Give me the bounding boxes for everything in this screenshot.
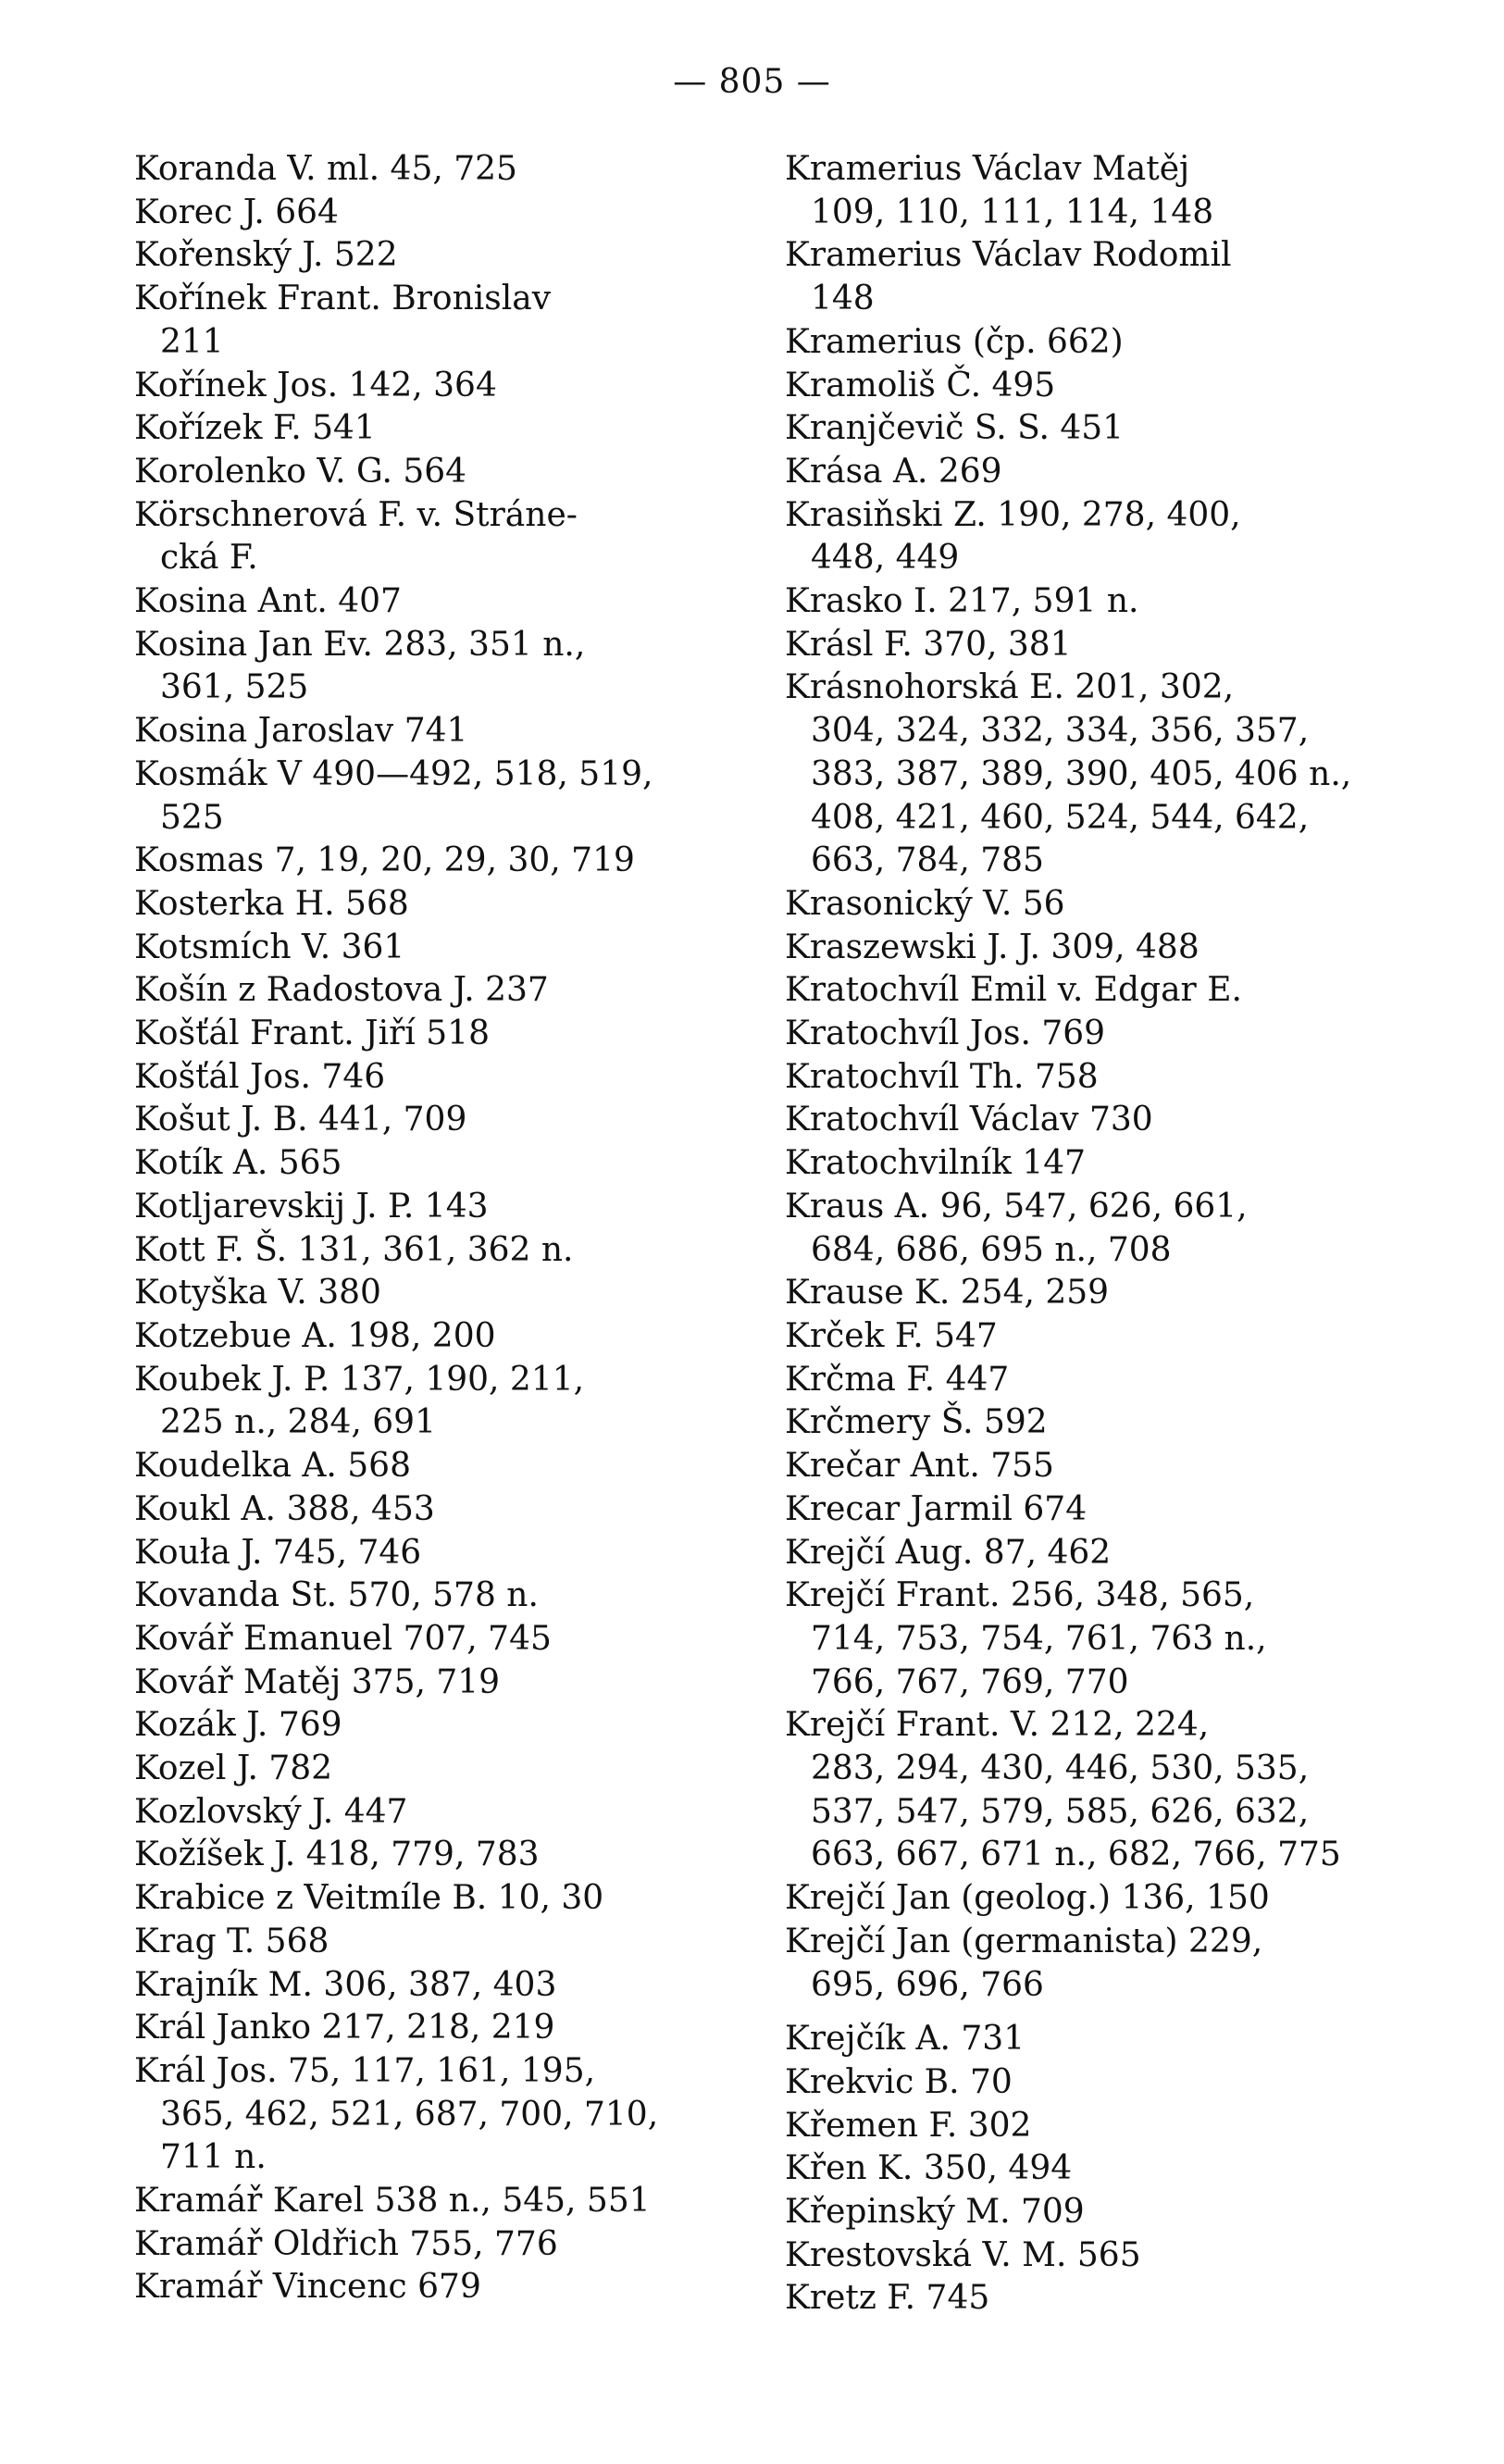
index-entry [134, 1532, 782, 1575]
index-entry [134, 1056, 782, 1100]
entry-line: Král Jos. 75, 117, 161, 195, [134, 2051, 596, 2090]
index-entry [785, 321, 1433, 365]
index-entry [134, 2180, 782, 2223]
index-entry [134, 451, 782, 494]
entry-line: Krejčík A. 731 [785, 2020, 1025, 2059]
entry-line: Kratochvíl Václav 730 [785, 1101, 1153, 1139]
entry-line: Kosmas 7, 19, 20, 29, 30, 719 [134, 841, 635, 880]
index-entry [134, 1748, 782, 1791]
index-entry [134, 1877, 782, 1921]
entry-line: Krása A. 269 [785, 452, 1002, 491]
entry-continuation-line: 448, 449 [811, 539, 960, 578]
entry-continuation-line: 383, 387, 389, 390, 405, 406 n., [811, 754, 1352, 793]
index-entry [134, 1834, 782, 1877]
entry-line: Krček F. 547 [785, 1316, 998, 1355]
index-entry [134, 1445, 782, 1488]
index-entry [134, 1964, 782, 2008]
index-entry [134, 2223, 782, 2267]
index-entry [134, 1186, 782, 1229]
index-entry [134, 2007, 782, 2050]
entry-continuation-line: 663, 784, 785 [811, 841, 1044, 880]
index-entry [785, 2018, 1433, 2061]
index-entry [785, 927, 1433, 970]
index-entry [785, 2277, 1433, 2321]
index-entry [785, 2147, 1433, 2191]
entry-line: Krejčí Frant. 256, 348, 565, [785, 1576, 1255, 1615]
entry-line: Kramerius Václav Matěj [785, 150, 1190, 188]
index-entry [134, 710, 782, 753]
entry-line: Krečar Ant. 755 [785, 1447, 1054, 1486]
index-entry [134, 494, 782, 580]
index-entry [785, 2105, 1433, 2148]
entry-line: Kratochvilník 147 [785, 1144, 1087, 1183]
entry-continuation-line: 525 [160, 798, 224, 837]
index-entry [134, 624, 782, 710]
index-entry [785, 883, 1433, 927]
entry-line: Kouła J. 745, 746 [134, 1533, 422, 1572]
entry-line: Košín z Radostova J. 237 [134, 971, 549, 1010]
entry-continuation-line: 711 n. [160, 2138, 267, 2177]
entry-continuation-line: 109, 110, 111, 114, 148 [811, 193, 1214, 231]
index-entry [785, 1056, 1433, 1100]
entry-continuation-line: 684, 686, 695 n., 708 [811, 1230, 1172, 1269]
entry-line: Kozel J. 782 [134, 1749, 333, 1788]
entry-line: Kovář Emanuel 707, 745 [134, 1619, 552, 1658]
index-entry [785, 1315, 1433, 1359]
index-entry [785, 148, 1433, 234]
entry-line: Kratochvíl Th. 758 [785, 1057, 1099, 1096]
page-number: — 805 — [673, 63, 831, 101]
entry-line: Košťál Jos. 746 [134, 1057, 386, 1096]
entry-continuation-line: 695, 696, 766 [811, 1965, 1044, 2004]
entry-line: Kosina Ant. 407 [134, 582, 402, 621]
entry-line: Koudelka A. 568 [134, 1447, 411, 1486]
entry-line: Křen K. 350, 494 [785, 2149, 1073, 2188]
index-entry [134, 1359, 782, 1445]
index-entry [785, 451, 1433, 494]
index-entry [134, 1315, 782, 1359]
index-entry [134, 1661, 782, 1705]
index-entry [785, 1488, 1433, 1532]
entry-line: Kořenský J. 522 [134, 236, 398, 275]
index-entry [134, 1142, 782, 1186]
entry-continuation-line: cká F. [160, 539, 258, 578]
entry-line: Kovanda St. 570, 578 n. [134, 1576, 539, 1615]
index-entry [785, 1574, 1433, 1704]
entry-continuation-line: 766, 767, 769, 770 [811, 1662, 1129, 1701]
entry-continuation-line: 211 [160, 322, 224, 361]
entry-line: Kořízek F. 541 [134, 409, 376, 448]
entry-line: Kožíšek J. 418, 779, 783 [134, 1836, 540, 1874]
entry-line: Krejčí Jan (geolog.) 136, 150 [785, 1879, 1270, 1918]
entry-line: Kotyška V. 380 [134, 1274, 381, 1313]
entry-line: Kramář Vincenc 679 [134, 2268, 481, 2307]
entry-line: Körschnerová F. v. Stráne- [134, 495, 578, 534]
entry-line: Kotík A. 565 [134, 1144, 342, 1183]
index-entry [785, 234, 1433, 320]
index-entry [785, 1272, 1433, 1315]
entry-line: Kosina Jan Ev. 283, 351 n., [134, 625, 586, 664]
entry-line: Koukl A. 388, 453 [134, 1489, 435, 1528]
index-entry [134, 192, 782, 235]
index-entry [785, 2061, 1433, 2105]
entry-line: Kretz F. 745 [785, 2279, 990, 2318]
entry-line: Krause K. 254, 259 [785, 1274, 1110, 1313]
entry-line: Krásl F. 370, 381 [785, 625, 1072, 664]
entry-line: Kramerius (čp. 662) [785, 322, 1124, 361]
index-entry [134, 278, 782, 364]
entry-line: Kraszewski J. J. 309, 488 [785, 927, 1199, 966]
index-entry [785, 580, 1433, 624]
entry-line: Krag T. 568 [134, 1922, 329, 1960]
index-entry [134, 407, 782, 451]
index-entry [785, 624, 1433, 667]
entry-continuation-line: 283, 294, 430, 446, 530, 535, [811, 1749, 1310, 1788]
entry-continuation-line: 361, 525 [160, 668, 309, 707]
entry-line: Kořínek Jos. 142, 364 [134, 366, 497, 404]
index-entry [134, 1921, 782, 1964]
entry-line: Korec J. 664 [134, 193, 339, 231]
entry-line: Krčma F. 447 [785, 1360, 1010, 1399]
index-entry [134, 1099, 782, 1142]
entry-line: Křepinský M. 709 [785, 2193, 1085, 2232]
entry-line: Košťál Frant. Jiří 518 [134, 1014, 490, 1053]
entry-line: Krestovská V. M. 565 [785, 2235, 1141, 2274]
index-entry [785, 1142, 1433, 1186]
index-entry [785, 1099, 1433, 1142]
index-column-right [785, 148, 1433, 2321]
entry-line: Kratochvíl Jos. 769 [785, 1014, 1106, 1053]
index-entry [785, 1359, 1433, 1402]
index-entry [134, 1704, 782, 1748]
entry-line: Kramoliš Č. 495 [785, 366, 1056, 404]
entry-continuation-line: 537, 547, 579, 585, 626, 632, [811, 1792, 1310, 1831]
entry-line: Křemen F. 302 [785, 2106, 1032, 2145]
entry-line: Krejčí Frant. V. 212, 224, [785, 1706, 1210, 1745]
index-entry [785, 1401, 1433, 1445]
entry-continuation-line: 148 [811, 280, 875, 318]
index-entry [785, 365, 1433, 408]
entry-continuation-line: 304, 324, 332, 334, 356, 357, [811, 712, 1310, 751]
index-entry [785, 2234, 1433, 2278]
entry-line: Krasonický V. 56 [785, 884, 1065, 923]
entry-line: Korolenko V. G. 564 [134, 452, 467, 491]
index-entry [134, 365, 782, 408]
index-entry [134, 2050, 782, 2180]
index-entry [134, 234, 782, 278]
index-entry [785, 1704, 1433, 1877]
entry-line: Kovář Matěj 375, 719 [134, 1662, 501, 1701]
entry-line: Kramář Karel 538 n., 545, 551 [134, 2182, 651, 2221]
entry-line: Kratochvíl Emil v. Edgar E. [785, 971, 1242, 1010]
index-entry [785, 2191, 1433, 2234]
entry-continuation-line: 714, 753, 754, 761, 763 n., [811, 1619, 1267, 1658]
entry-line: Kozák J. 769 [134, 1706, 342, 1745]
entry-line: Kramář Oldřich 755, 776 [134, 2224, 558, 2263]
entry-line: Koranda V. ml. 45, 725 [134, 150, 517, 188]
entry-line: Krajník M. 306, 387, 403 [134, 1965, 557, 2004]
index-entry [134, 2266, 782, 2309]
entry-line: Kosmák V 490—492, 518, 519, [134, 754, 653, 793]
entry-line: Krejčí Jan (germanista) 229, [785, 1922, 1263, 1960]
index-entry [134, 580, 782, 624]
index-entry [785, 969, 1433, 1013]
index-entry [134, 148, 782, 192]
index-entry [134, 753, 782, 840]
index-entry [785, 1877, 1433, 1921]
index-entry [134, 883, 782, 927]
entry-continuation-line: 663, 667, 671 n., 682, 766, 775 [811, 1836, 1341, 1874]
index-entry [785, 1445, 1433, 1488]
index-entry [785, 666, 1433, 883]
index-entry [134, 1488, 782, 1532]
index-entry [134, 1791, 782, 1835]
entry-line: Krasiňski Z. 190, 278, 400, [785, 495, 1241, 534]
entry-continuation-line: 225 n., 284, 691 [160, 1403, 436, 1442]
entry-line: Kosina Jaroslav 741 [134, 712, 468, 751]
index-entry [785, 407, 1433, 451]
index-entry [134, 1272, 782, 1315]
entry-line: Krabice z Veitmíle B. 10, 30 [134, 1879, 604, 1918]
index-entry [785, 1532, 1433, 1575]
entry-continuation-line: 408, 421, 460, 524, 544, 642, [811, 798, 1310, 837]
index-entry [134, 969, 782, 1013]
entry-line: Kořínek Frant. Bronislav [134, 280, 552, 318]
entry-line: Košut J. B. 441, 709 [134, 1101, 467, 1139]
entry-line: Kotljarevskij J. P. 143 [134, 1187, 489, 1226]
index-column-left [134, 148, 782, 2309]
entry-line: Koubek J. P. 137, 190, 211, [134, 1360, 585, 1399]
index-entry [785, 1186, 1433, 1272]
entry-line: Krecar Jarmil 674 [785, 1489, 1088, 1528]
entry-line: Krekvic B. 70 [785, 2062, 1013, 2101]
index-entry [134, 1229, 782, 1273]
entry-continuation-line: 365, 462, 521, 687, 700, 710, [160, 2095, 659, 2134]
entry-line: Kranjčevič S. S. 451 [785, 409, 1125, 448]
index-entry [134, 927, 782, 970]
index-entry [134, 1618, 782, 1661]
index-entry [134, 1013, 782, 1056]
entry-line: Kosterka H. 568 [134, 884, 409, 923]
entry-line: Král Janko 217, 218, 219 [134, 2009, 555, 2047]
entry-line: Kramerius Václav Rodomil [785, 236, 1232, 275]
entry-line: Kotsmích V. 361 [134, 927, 405, 966]
entry-line: Krásnohorská E. 201, 302, [785, 668, 1235, 707]
index-entry [134, 840, 782, 883]
entry-line: Kotzebue A. 198, 200 [134, 1316, 496, 1355]
index-entry [134, 1574, 782, 1618]
entry-line: Kozlovský J. 447 [134, 1792, 408, 1831]
entry-line: Krčmery Š. 592 [785, 1403, 1048, 1442]
entry-line: Krasko I. 217, 591 n. [785, 582, 1139, 621]
index-entry [785, 494, 1433, 580]
entry-line: Krejčí Aug. 87, 462 [785, 1533, 1112, 1572]
index-entry [785, 1921, 1433, 2007]
index-entry [785, 1013, 1433, 1056]
entry-line: Kraus A. 96, 547, 626, 661, [785, 1187, 1248, 1226]
entry-line: Kott F. Š. 131, 361, 362 n. [134, 1230, 574, 1269]
